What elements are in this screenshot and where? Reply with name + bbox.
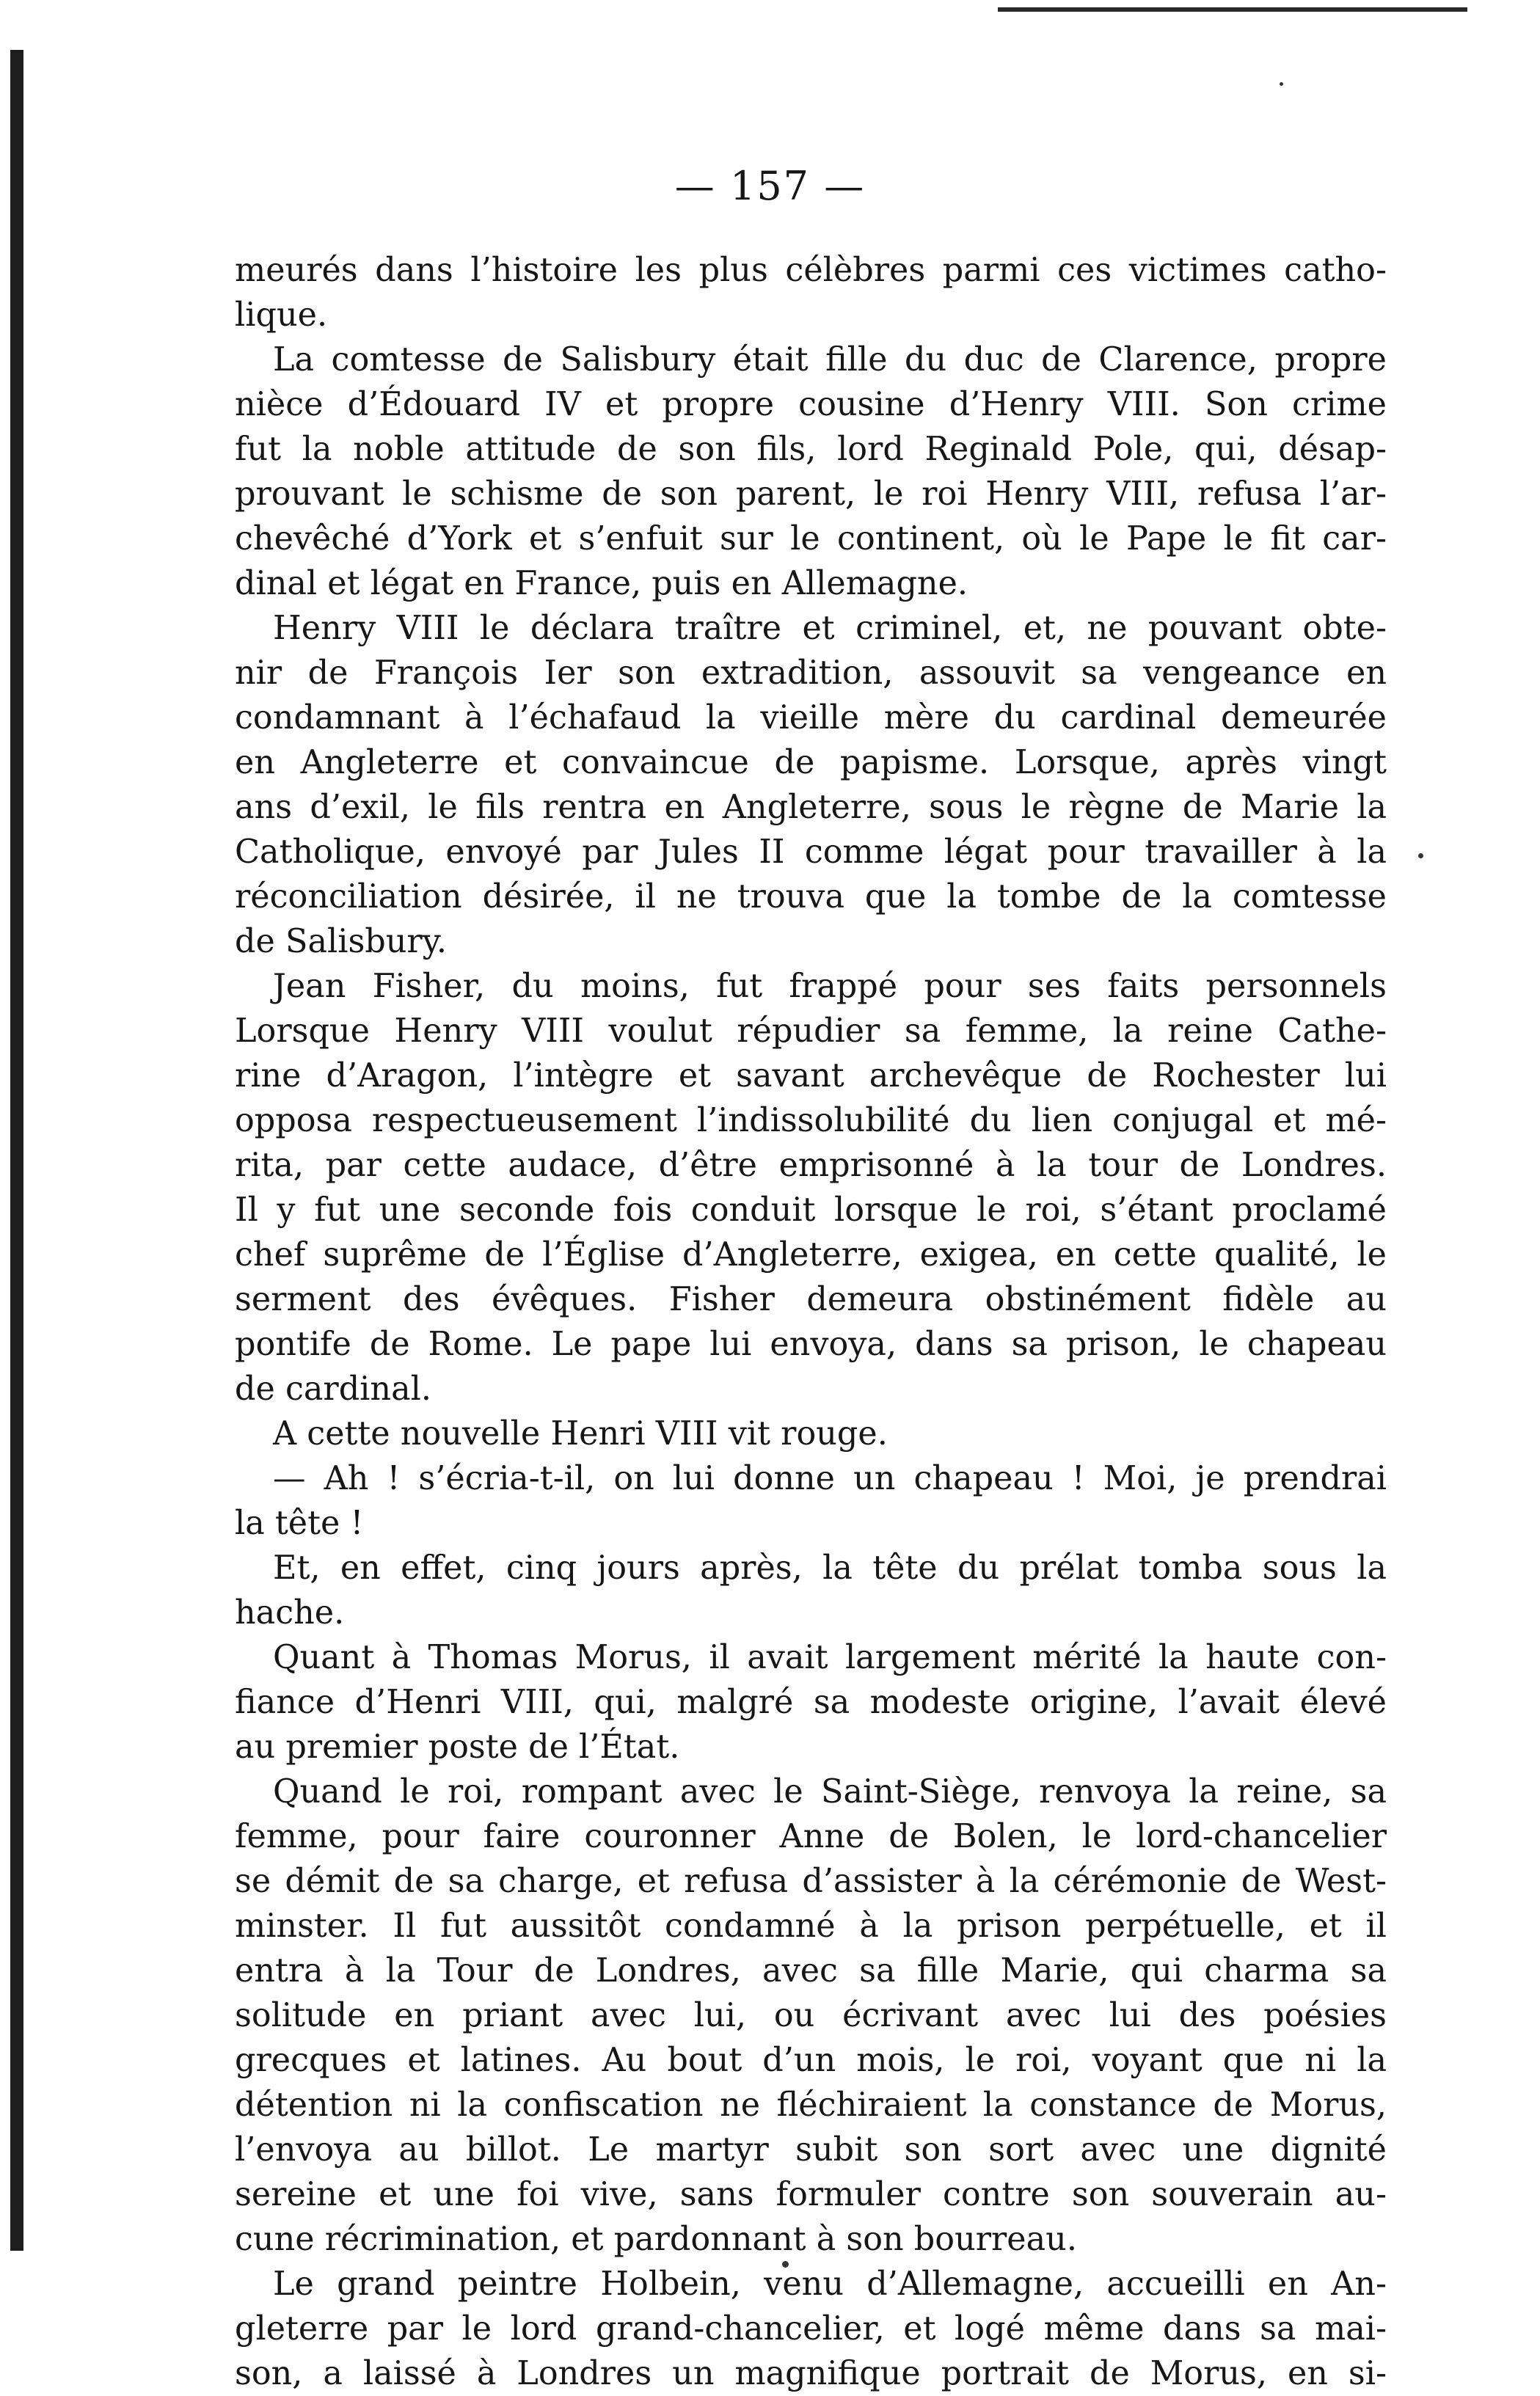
text-line: minster. Il fut aussitôt condamné à la prison perpétuelle, et il [235,1907,1387,1945]
text-line: nir de François Ier son extradition, assouvit sa vengeance en [235,654,1387,692]
text-line: rita, par cette audace, d’être emprisonné à la tour de Londres. [235,1147,1387,1184]
text-line: Et, en effet, cinq jours après, la tête du prélat tomba sous la [273,1549,1387,1587]
text-line: dinal et légat en France, puis en Allemagne. [235,565,968,602]
text-line: la tête ! [235,1505,364,1542]
page-spine-shadow [10,50,23,2251]
text-line: condamnant à l’échafaud la vieille mère du cardinal demeurée [235,699,1387,737]
text-line: en Angleterre et convaincue de papisme. Lorsque, après vingt [235,744,1387,781]
text-line: femme, pour faire couronner Anne de Bolen, le lord-chancelier [235,1818,1387,1855]
text-line: ans d’exil, le fils rentra en Angleterre, sous le règne de Marie la [235,789,1387,826]
text-line: — Ah ! s’écria-t-il, on lui donne un chapeau ! Moi, je prendrai [273,1460,1387,1497]
text-line: Jean Fisher, du moins, fut frappé pour ses faits personnels [273,968,1387,1005]
text-line: lique. [235,296,328,334]
text-line: meurés dans l’histoire les plus célèbres parmi ces victimes catho- [235,252,1387,289]
text-line: cune récrimination, et pardonnant à son bourreau. [235,2221,1077,2258]
text-line: de cardinal. [235,1370,431,1408]
text-line: au premier poste de l’État. [235,1728,680,1766]
text-line: Quand le roi, rompant avec le Saint-Siège, renvoya la reine, sa [273,1773,1387,1811]
page-number: — 157 — [674,163,866,209]
text-line: chevêché d’York et s’enfuit sur le continent, où le Pape le fit car- [235,520,1387,558]
text-line: opposa respectueusement l’indissolubilité du lien conjugal et mé- [235,1102,1387,1139]
text-line: détention ni la confiscation ne fléchiraient la constance de Morus, [235,2086,1387,2124]
text-line: chef suprême de l’Église d’Angleterre, exigea, en cette qualité, le [235,1236,1387,1274]
text-line: fiance d’Henri VIII, qui, malgré sa modeste origine, l’avait élevé [235,1684,1387,1721]
text-line: pontife de Rome. Le pape lui envoya, dans sa prison, le chapeau [235,1326,1387,1363]
text-line: serment des évêques. Fisher demeura obstinément fidèle au [235,1281,1387,1318]
top-edge-rule [998,7,1467,12]
page-text [235,248,1387,2396]
text-line: Il y fut une seconde fois conduit lorsque le roi, s’étant proclamé [235,1191,1387,1229]
text-line: Henry VIII le déclara traître et criminel, et, ne pouvant obte- [273,610,1387,647]
text-line: se démit de sa charge, et refusa d’assister à la cérémonie de West- [235,1863,1387,1900]
text-line: La comtesse de Salisbury était fille du duc de Clarence, propre [273,341,1387,379]
text-line: nièce d’Édouard IV et propre cousine d’Henry VIII. Son crime [235,386,1387,423]
text-line: de Salisbury. [235,923,448,960]
text-line: son, a laissé à Londres un magnifique portrait de Morus, en si- [235,2355,1387,2392]
text-line: grecques et latines. Au bout d’un mois, le roi, voyant que ni la [235,2042,1387,2079]
text-line: solitude en priant avec lui, ou écrivant avec lui des poésies [235,1997,1387,2034]
text-line: hache. [235,1594,345,1632]
ink-speck [1418,853,1423,858]
ink-speck [1280,82,1283,86]
text-line: A cette nouvelle Henri VIII vit rouge. [273,1415,888,1453]
text-line: réconciliation désirée, il ne trouva que la tombe de la comtesse [235,878,1387,916]
text-line: Quant à Thomas Morus, il avait largement mérité la haute con- [273,1639,1387,1676]
text-line: gleterre par le lord grand-chancelier, et logé même dans sa mai- [235,2310,1387,2348]
text-line: Catholique, envoyé par Jules II comme légat pour travailler à la [235,833,1387,871]
text-line: Lorsque Henry VIII voulut répudier sa femme, la reine Cathe- [235,1012,1387,1050]
text-line: l’envoya au billot. Le martyr subit son sort avec une dignité [235,2131,1387,2169]
text-line: fut la noble attitude de son fils, lord Reginald Pole, qui, désap- [235,431,1387,468]
text-line: rine d’Aragon, l’intègre et savant archevêque de Rochester lui [235,1057,1387,1095]
text-line: Le grand peintre Holbein, venu d’Allemagne, accueilli en An- [273,2265,1387,2303]
text-line: prouvant le schisme de son parent, le roi Henry VIII, refusa l’ar- [235,475,1387,513]
text-line: entra à la Tour de Londres, avec sa fille Marie, qui charma sa [235,1952,1387,1990]
text-line: sereine et une foi vive, sans formuler contre son souverain au- [235,2176,1387,2213]
